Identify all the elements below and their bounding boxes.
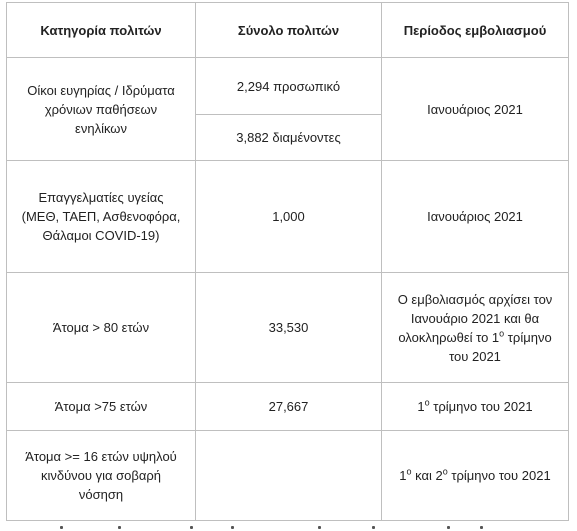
- period-cell: [382, 431, 569, 521]
- period-text: τρίμηνο του 2021: [447, 468, 551, 483]
- ordinal-suffix: ο: [499, 328, 505, 339]
- total-cell: 1,000: [196, 161, 382, 273]
- period-cell: [382, 383, 569, 431]
- table-row: [7, 161, 569, 273]
- category-cell: Άτομα > 80 ετών: [7, 273, 196, 383]
- period-cell: Ιανουάριος 2021: [382, 161, 569, 273]
- total-cell-staff: 2,294 προσωπικό: [196, 58, 382, 115]
- period-cell: [382, 273, 569, 383]
- table-row: [7, 383, 569, 431]
- total-cell: 33,530: [196, 273, 382, 383]
- category-cell: Επαγγελματίες υγείας (ΜΕΘ, ΤΑΕΠ, Ασθενοφόρα, Θάλαμοι COVID-19): [7, 161, 196, 273]
- period-text: τρίμηνο του 2021: [429, 399, 533, 414]
- header-category: Κατηγορία πολιτών: [7, 3, 196, 58]
- category-cell: Οίκοι ευγηρίας / Ιδρύματα χρόνιων παθήσεων ενηλίκων: [7, 58, 196, 161]
- ordinal-suffix: ο: [442, 466, 448, 477]
- table-row: [7, 273, 569, 383]
- table-row: [7, 431, 569, 521]
- category-cell: Άτομα >75 ετών: [7, 383, 196, 431]
- period-text: Ο εμβολιασμός αρχίσει τον Ιανουάριο 2021 και θα ολοκληρωθεί το 1: [397, 291, 553, 345]
- header-period: Περίοδος εμβολιασμού: [382, 3, 569, 58]
- category-cell: Άτομα >= 16 ετών υψηλού κινδύνου για σοβαρή νόσηση: [7, 431, 196, 521]
- table-row: [7, 58, 569, 115]
- cut-off-text-line: [0, 524, 577, 531]
- table-header-row: [7, 3, 569, 58]
- vaccination-table: [6, 2, 569, 521]
- period-text: 1: [399, 468, 407, 483]
- period-text: τρίμηνο του 2021: [449, 329, 552, 364]
- ordinal-suffix: ο: [406, 466, 412, 477]
- total-cell: [196, 431, 382, 521]
- period-text: 1: [417, 399, 425, 414]
- header-total: Σύνολο πολιτών: [196, 3, 382, 58]
- total-cell: 27,667: [196, 383, 382, 431]
- total-cell-residents: 3,882 διαμένοντες: [196, 115, 382, 161]
- period-text: και 2: [411, 468, 443, 483]
- period-cell: Ιανουάριος 2021: [382, 58, 569, 161]
- ordinal-suffix: ο: [424, 397, 430, 408]
